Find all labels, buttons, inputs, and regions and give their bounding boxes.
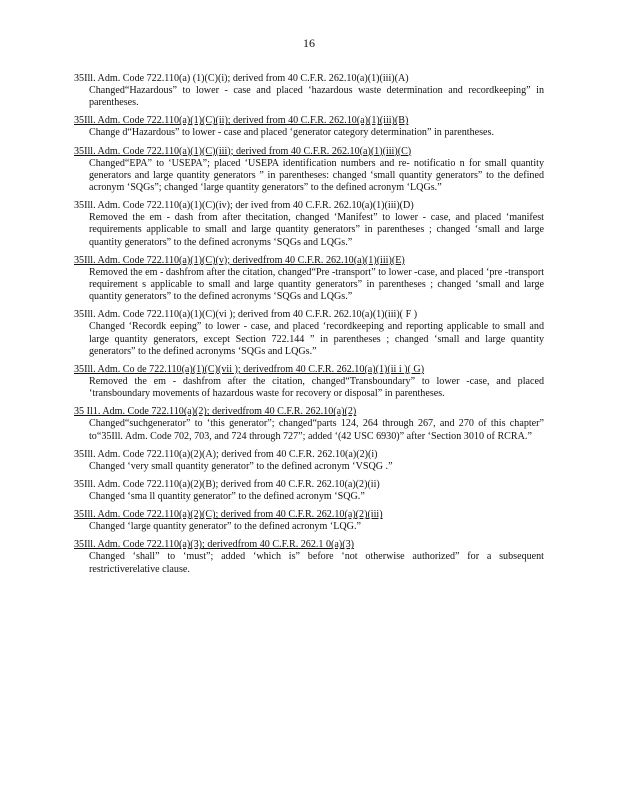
amendment-entry <box>74 539 544 575</box>
change-description: Changed ‘very small quantity generator” to the defined acronym ‘VSQG .” <box>89 460 393 472</box>
amendment-entry <box>74 200 544 249</box>
change-description: Changed ‘large quantity generator” to the defined acronym ‘LQG.” <box>89 521 361 533</box>
source-citation: 35 Il1. Adm. Code 722.110(a)(2); derivedfrom 40 C.F.R. 262.10(a)(2) <box>74 406 357 418</box>
source-citation: 35Ill. Adm. Code 722.110(a)(2)(C); derived from 40 C.F.R. 262.10(a)(2)(iii) <box>74 509 383 521</box>
source-citation: 35Ill. Adm. Code 722.110(a)(1)(C)(v); derivedfrom 40 C.F.R. 262.10(a)(1)(iii)(E) <box>74 254 405 266</box>
change-description: Changed ‘shall” to ‘must”; added ‘which is” before ‘not otherwise authorized” for a subsequent restrictiverelative clause. <box>89 551 544 575</box>
amendment-entry <box>74 309 544 358</box>
amendment-entry <box>74 479 544 503</box>
change-description: Removed the em - dashfrom after the citation, changed“Transboundary” to lower -case, and placed ‘transboundary movements of hazardous waste for recovery or disposal” in parentheses. <box>89 376 544 400</box>
amendment-entry <box>74 115 544 139</box>
amendment-entry <box>74 509 544 533</box>
source-citation: 35Ill. Adm. Code 722.110(a) (1)(C)(i); derived from 40 C.F.R. 262.10(a)(1)(iii)(A) <box>74 73 409 84</box>
change-description: Removed the em - dashfrom after the citation, changed“Pre -transport” to lower -case, and placed ‘pre -transport requirement s applicable to small and large quantity generators” in parentheses ; changed ‘small and large quantity generators” to the defined acronyms ‘SQGs and LQGs.” <box>89 266 544 303</box>
source-citation: 35Ill. Adm. Code 722.110(a)(1)(C)(iv); der ived from 40 C.F.R. 262.10(a)(1)(iii)(D) <box>74 200 414 212</box>
source-citation: 35Ill. Adm. Co de 722.110(a)(1)(C)(vii ); derivedfrom 40 C.F.R. 262.10(a)(1)(ii i )( G) <box>74 364 425 376</box>
change-description: Changed“suchgenerator” to ‘this generator”; changed“parts 124, 264 through 267, and 270 of this chapter” to“35Ill. Adm. Code 702, 703, and 724 through 727”; added ‘(42 USC 6930)” after ‘Section 3010 of RCRA.” <box>89 418 544 442</box>
amendment-entry <box>74 364 544 400</box>
change-description: Changed“EPA” to ‘USEPA”; placed ‘USEPA identification numbers and re- notificatio n for small quantity generators and large quantity generators ” in parentheses: changed ‘small quantity generators” to the defined acronym ‘SQGs”; changed ‘large quantity generators” to the defined acronym ‘LQGs.” <box>89 157 544 194</box>
change-description: Changed ‘Recordk eeping” to lower - case, and placed ‘recordkeeping and reporting applicable to small and large quantity generators, except Section 722.144 ” in parentheses ; changed ‘small and large quantity generators” to the defined acronyms ‘SQGs and LQGs.” <box>89 321 544 357</box>
change-description: Changed“Hazardous” to lower - case and placed ‘hazardous waste determination and recordkeeping” in parentheses. <box>89 85 544 109</box>
source-citation: 35Ill. Adm. Code 722.110(a)(1)(C)(iii); derived from 40 C.F.R. 262.10(a)(1)(iii)(C) <box>74 145 412 157</box>
amendment-entry <box>74 73 544 109</box>
source-citation: 35Ill. Adm. Code 722.110(a)(2)(A); derived from 40 C.F.R. 262.10(a)(2)(i) <box>74 448 378 460</box>
amendment-entry <box>74 406 544 442</box>
change-description: Removed the em - dash from after thecitation, changed ‘Manifest” to lower - case, and placed ‘manifest requirements applicable to small and large quantity generators” in parentheses ; changed ‘small and large quantity generators” to the defined acronyms ‘SQGs and LQGs.” <box>89 212 544 248</box>
source-citation: 35Ill. Adm. Code 722.110(a)(3); derivedfrom 40 C.F.R. 262.1 0(a)(3) <box>74 539 354 551</box>
source-citation: 35Ill. Adm. Code 722.110(a)(1)(C)(ii); derived from 40 C.F.R. 262.10(a)(1)(iii)(B) <box>74 115 409 127</box>
page-number: 16 <box>303 36 315 50</box>
amendment-entry <box>74 255 544 304</box>
amendment-entry <box>74 146 544 195</box>
amendment-list <box>74 73 544 582</box>
source-citation: 35Ill. Adm. Code 722.110(a)(1)(C)(vi ); derived from 40 C.F.R. 262.10(a)(1)(iii)( F ) <box>74 309 418 321</box>
change-description: Change d“Hazardous” to lower - case and placed ‘generator category determination” in parentheses. <box>89 127 494 139</box>
amendment-entry <box>74 449 544 473</box>
source-citation: 35Ill. Adm. Code 722.110(a)(2)(B); derived from 40 C.F.R. 262.10(a)(2)(ii) <box>74 479 380 491</box>
change-description: Changed ‘sma ll quantity generator” to the defined acronym ‘SQG.” <box>89 491 365 503</box>
